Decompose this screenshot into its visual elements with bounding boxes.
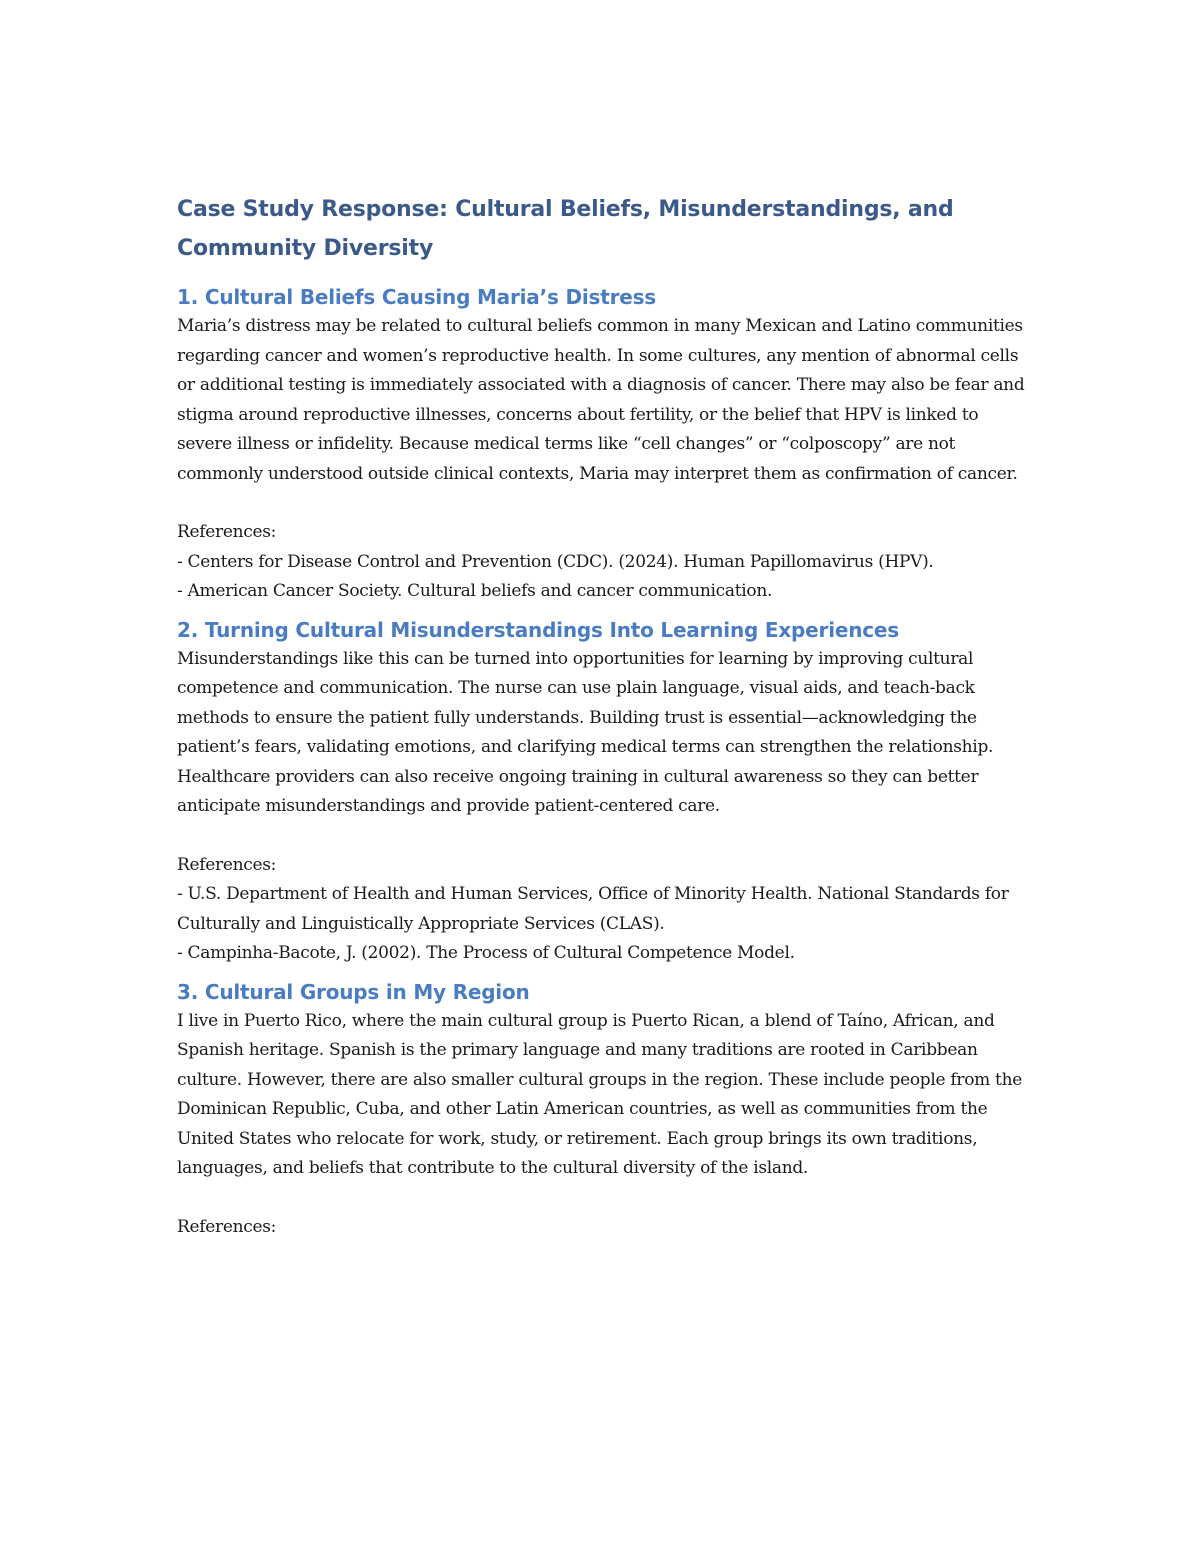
references-label: References: [177,854,277,875]
document-title: Case Study Response: Cultural Beliefs, Misunderstandings, and Community Diversity [177,197,954,261]
reference-item: - Campinha-Bacote, J. (2002). The Process of Cultural Competence Model. [177,943,795,963]
references-label: References: [177,522,277,542]
reference-item: - Centers for Disease Control and Prevention (CDC). (2024). Human Papillomavirus (HPV). [177,551,934,572]
section-heading: 2. Turning Cultural Misunderstandings Into Learning Experiences [177,617,899,642]
section-misunderstandings [177,615,1037,969]
references-label: References: [177,1216,277,1237]
section-cultural-beliefs [177,282,1037,607]
section-body: I live in Puerto Rico, where the main cultural group is Puerto Rican, a blend of Taíno, African, and Spanish heritage. Spanish is the primary language and many traditions are rooted in Caribbean culture. However, there are also smaller cultural groups in the region. These include people from the Dominican Republic, Cuba, and other Latin American countries, as well as communities from the United States who relocate for work, study, or retirement. Each group brings its own traditions, languages, and beliefs that contribute to the cultural diversity of the island. [177,1010,1023,1178]
section-cultural-groups [177,977,1037,1243]
section-heading: 3. Cultural Groups in My Region [177,979,530,1004]
document-page [177,190,1037,1242]
reference-item: - U.S. Department of Health and Human Services, Office of Minority Health. National Standards for Culturally and Linguistically Appropriate Services (CLAS). [177,884,1009,934]
section-body: Maria’s distress may be related to cultural beliefs common in many Mexican and Latino communities regarding cancer and women’s reproductive health. In some cultures, any mention of abnormal cells or additional testing is immediately associated with a diagnosis of cancer. There may also be fear and stigma around reproductive illnesses, concerns about fertility, or the belief that HPV is linked to severe illness or infidelity. Because medical terms like “cell changes” or “colposcopy” are not commonly understood outside clinical contexts, Maria may interpret them as confirmation of cancer. [177,316,1025,484]
section-heading: 1. Cultural Beliefs Causing Maria’s Distress [177,285,657,309]
reference-item: - American Cancer Society. Cultural beliefs and cancer communication. [177,581,773,601]
section-body: Misunderstandings like this can be turned into opportunities for learning by improving cultural competence and communication. The nurse can use plain language, visual aids, and teach-back methods to ensure the patient fully understands. Building trust is essential—acknowledging the patient’s fears, validating emotions, and clarifying medical terms can strengthen the relationship. Healthcare providers can also receive ongoing training in cultural awareness so they can better anticipate misunderstandings and provide patient-centered care. [177,648,994,816]
